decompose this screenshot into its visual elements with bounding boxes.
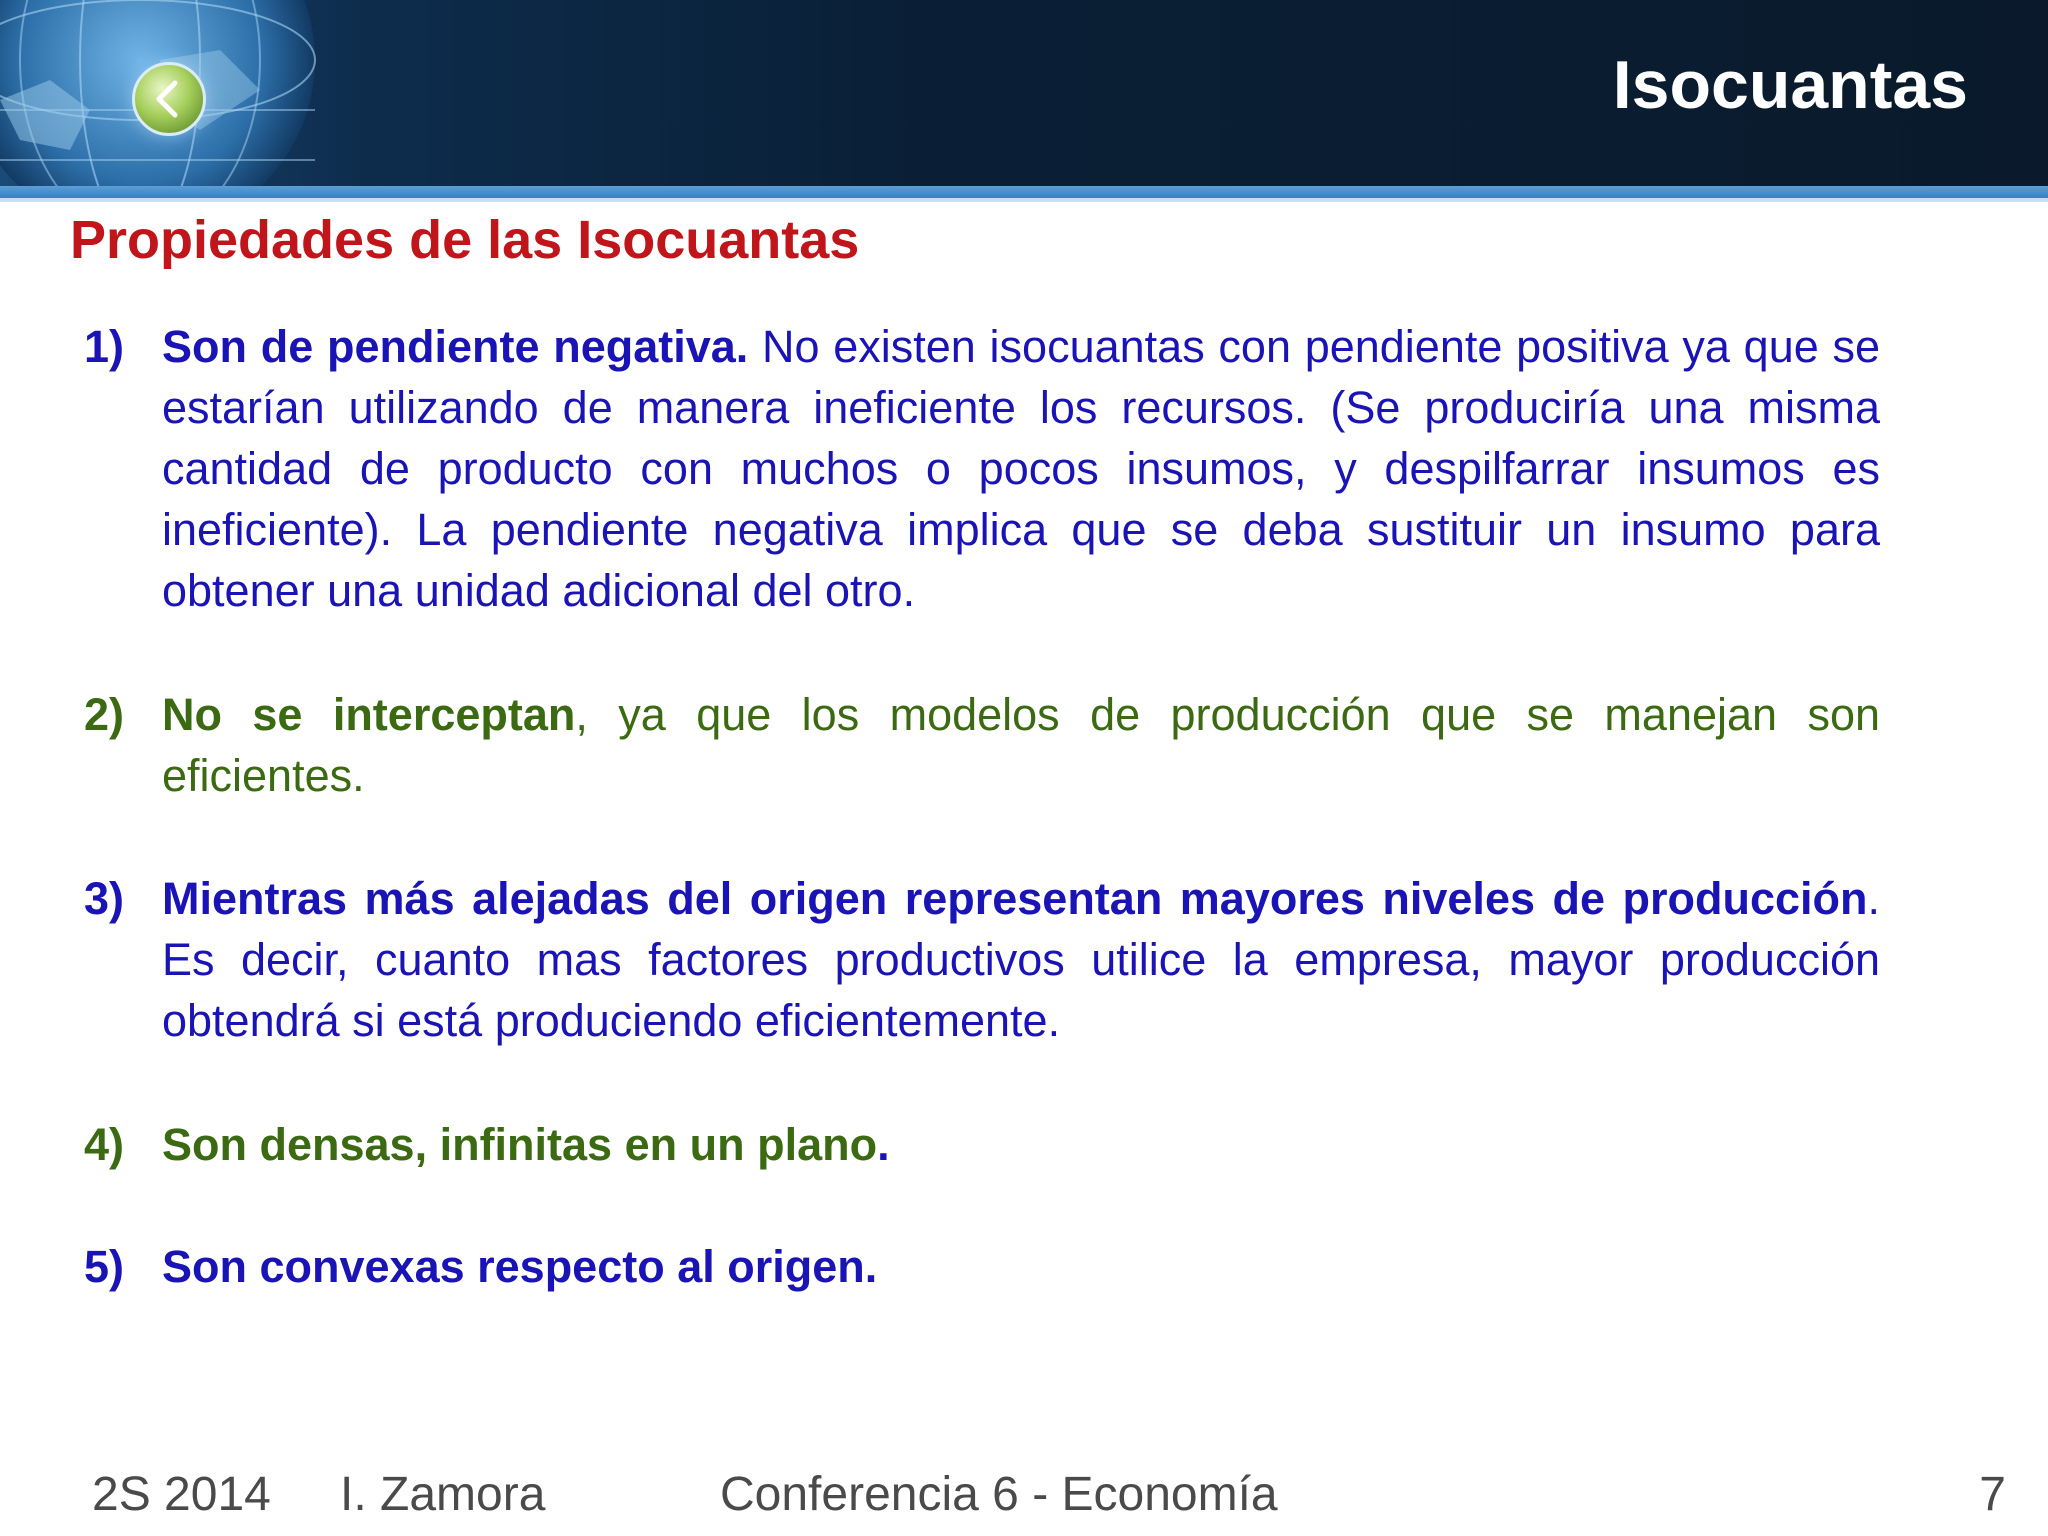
slide-title: Isocuantas <box>1612 47 1968 123</box>
footer-conference: Conferencia 6 - Economía <box>720 1468 1278 1521</box>
back-button[interactable] <box>132 62 206 136</box>
footer-semester: 2S 2014 <box>92 1468 271 1521</box>
list-item-number: 5) <box>84 1241 125 1292</box>
list-item-number: 1) <box>84 321 125 372</box>
list-item-heading: Son convexas respecto al origen. <box>162 1241 878 1292</box>
list-item-heading: No se interceptan <box>162 689 576 740</box>
list-item-number: 4) <box>84 1119 125 1170</box>
section-title: Propiedades de las Isocuantas <box>70 210 860 270</box>
page-number: 7 <box>1979 1468 2006 1521</box>
list-item-body <box>162 868 1880 1051</box>
footer-author: I. Zamora <box>340 1468 546 1521</box>
list-item-text: . Es decir, cuanto mas factores productivos utilice la empresa, mayor producción obtendrá si está produciendo eficientemente. <box>162 873 1880 1046</box>
list-item-body <box>162 1236 1880 1297</box>
header-divider <box>0 186 2048 198</box>
list-item-body <box>162 684 1880 806</box>
list-item-text: , ya que los modelos de producción que se manejan son eficientes. <box>162 689 1880 801</box>
list-item-text: No existen isocuantas con pendiente positiva ya que se estarían utilizando de manera ineficiente los recursos. (Se produciría una misma cantidad de producto con muchos o pocos insumos, y despilfarrar insumos es ineficiente). La pendiente negativa implica que se deba sustituir un insumo para obtener una unidad adicional del otro. <box>162 321 1881 616</box>
list-item-number: 3) <box>84 873 125 924</box>
list-item-number: 2) <box>84 689 125 740</box>
list-item-body <box>162 316 1880 621</box>
list-item-text: . <box>877 1119 890 1170</box>
slide-header <box>0 0 2048 186</box>
list-item-body <box>162 1114 1880 1175</box>
chevron-left-icon <box>135 65 203 133</box>
header-divider-light <box>0 198 2048 202</box>
list-item-heading: Son de pendiente negativa. <box>162 321 749 372</box>
list-item-heading: Mientras más alejadas del origen representan mayores niveles de producción <box>162 873 1868 924</box>
list-item-heading: Son densas, infinitas en un plano <box>162 1119 878 1170</box>
